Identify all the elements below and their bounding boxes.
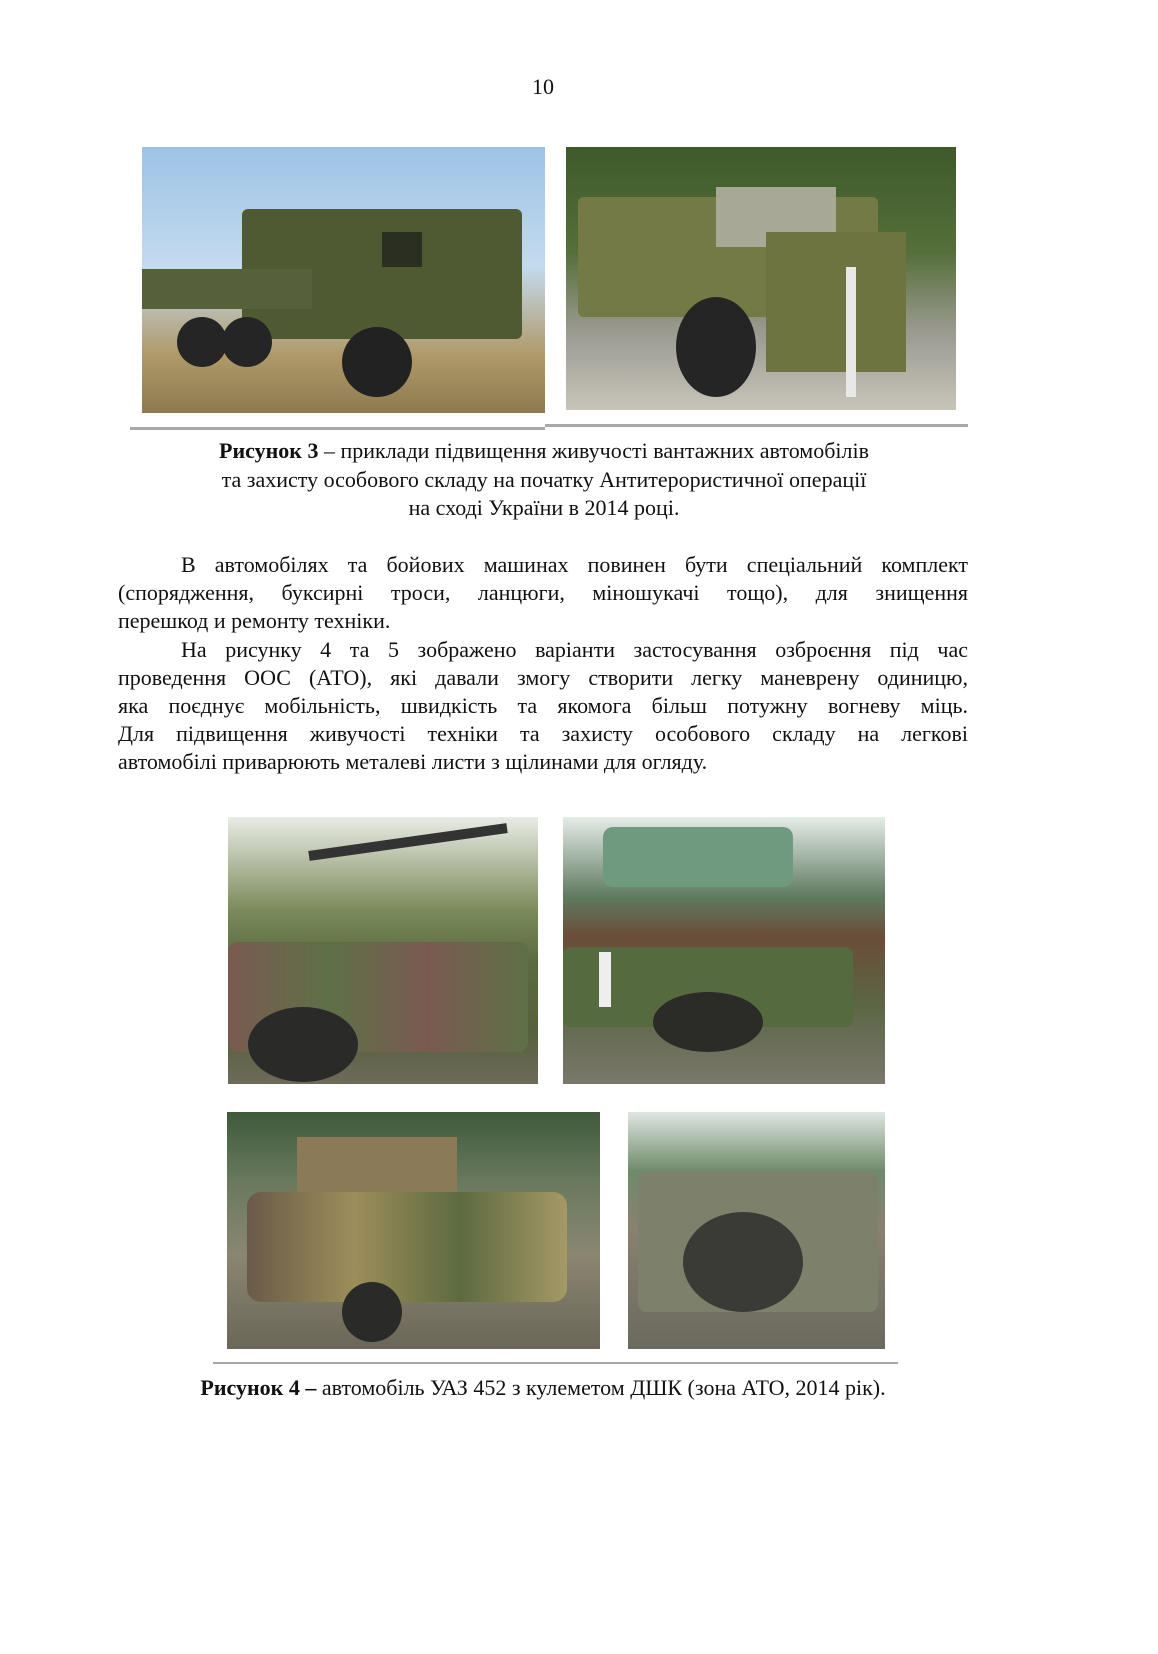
figure3-caption	[120, 437, 968, 523]
paragraph-line: На рисунку 4 та 5 зображено варіанти застосування озброєння під час	[181, 636, 968, 662]
paragraph-line: яка поєднує мобільність, швидкість та якомога більш потужну вогневу міць.	[118, 693, 968, 719]
armored-ural-truck-photo	[566, 147, 956, 410]
armored-kamaz-truck-photo	[142, 147, 545, 413]
figure3-label: Рисунок 3	[219, 438, 319, 463]
uaz-side-mg-photo	[228, 817, 538, 1084]
figure4-caption	[60, 1374, 1026, 1403]
uaz-front-armored-photo	[227, 1112, 600, 1349]
page-number: 10	[532, 74, 554, 99]
caption-line: на сході України в 2014 році.	[408, 495, 680, 520]
figure3-rule-right	[545, 424, 968, 427]
paragraph-line: Для підвищення живучості техніки та захисту особового складу на легкові	[118, 721, 968, 747]
body-text	[118, 551, 968, 777]
paragraph-line: (спорядження, буксирні троси, ланцюги, міношукачі тощо), для знищення	[118, 580, 968, 606]
paragraph-line: проведення ООС (АТО), які давали змогу створити легку маневрену одиницю,	[118, 664, 968, 690]
figure4-label: Рисунок 4 –	[200, 1375, 317, 1400]
figure4-caption-text: автомобіль УАЗ 452 з кулеметом ДШК (зона АТО, 2014 рік).	[316, 1375, 886, 1400]
caption-line: – приклади підвищення живучості вантажних автомобілів	[318, 438, 869, 463]
figure3-rule-left	[130, 427, 545, 430]
caption-line: та захисту особового складу на початку Антитерористичної операції	[221, 466, 867, 492]
figure4-rule	[213, 1362, 898, 1364]
uaz-rear-photo	[628, 1112, 885, 1349]
paragraph-line: В автомобілях та бойових машинах повинен бути спеціальний комплект	[181, 552, 968, 577]
paragraph-line: автомобілі приварюють металеві листи з щілинами для огляду.	[118, 749, 708, 775]
uaz-rear-side-photo	[563, 817, 885, 1084]
paragraph-line: перешкод и ремонту техніки.	[118, 608, 391, 634]
